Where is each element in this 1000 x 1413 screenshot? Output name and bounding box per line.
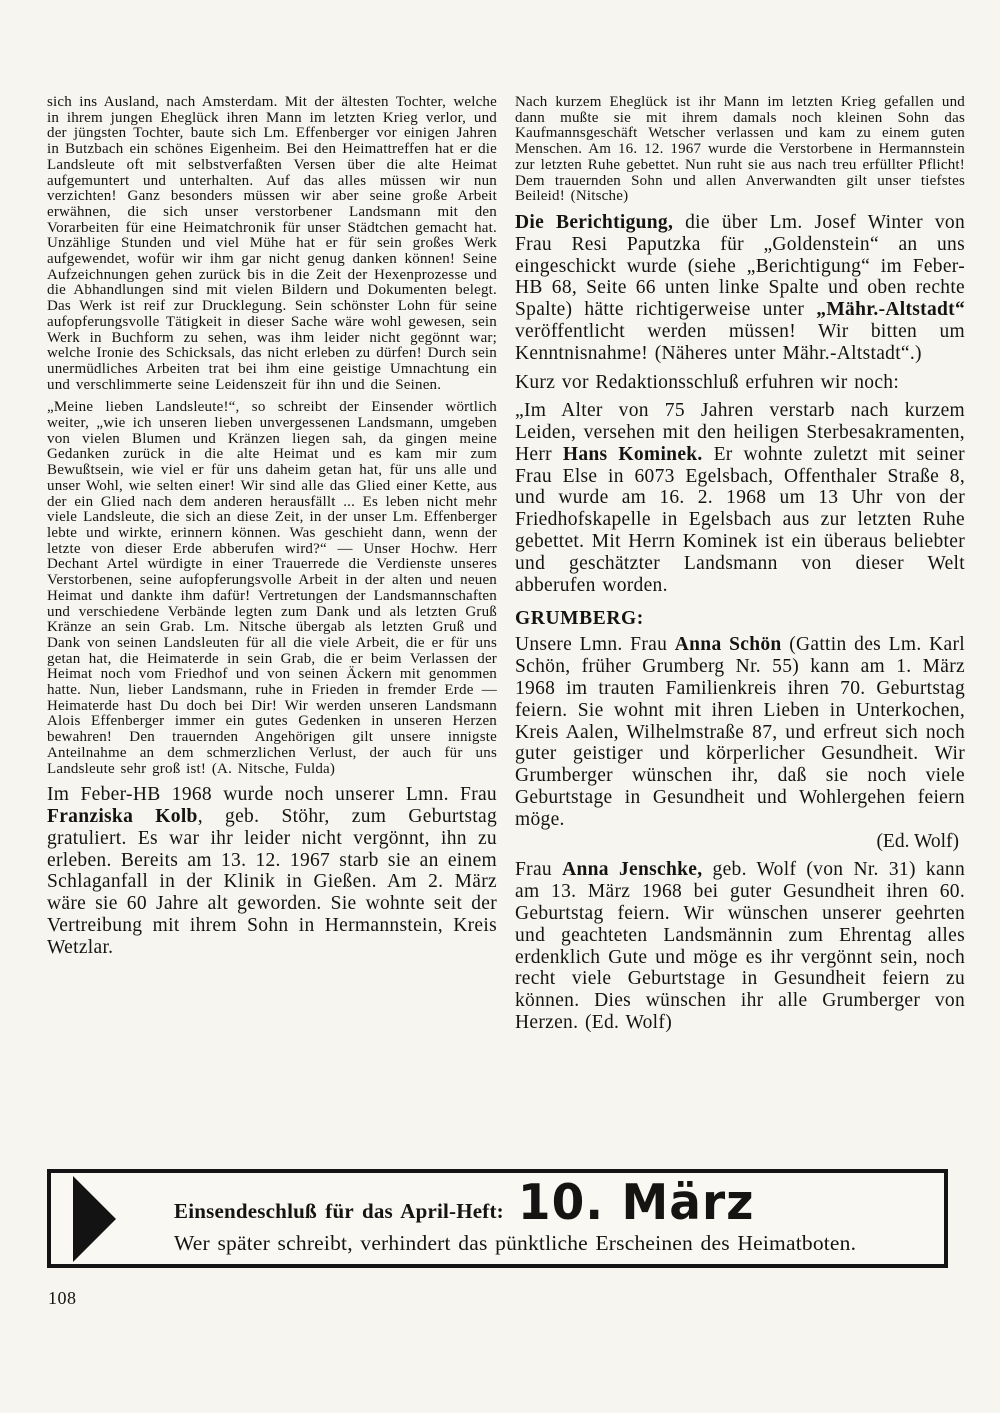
paragraph-hans-kominek: „Im Alter von 75 Jahren verstarb nach kurzem Leiden, versehen mit den heiligen Sterbesakramenten, Herr Hans Kominek. Er wohnte zuletzt mit seiner Frau Else in 6073 Egelsbach, Offenthaler Straße 8, und wurde am 16. 2. 1968 um 13 Uhr von der Friedhofskapelle in Egelsbach aus zur letzten Ruhe gebettet. Mit Herrn Kominek ist ein überaus beliebter und geschätzter Landsmann von dieser Welt abberufen worden. <box>515 400 965 596</box>
deadline-subline: Wer später schreibt, verhindert das pünktliche Erscheinen des Heimatboten. <box>174 1231 857 1255</box>
paragraph-landsleute-quote: „Meine lieben Landsleute!“, so schreibt der Einsender wörtlich weiter, „wie ich unseren lieben unvergessenen Landsmann, umgeben von vielen Blumen und Kränzen liegen sah, da gingen meine Gedanken zurück in die alte Heimat und es kam mir zum Bewußtsein, wie viel er für uns daheim getan hat, für uns alle und unser Wohl, wie selten einer! Wir sind alle das Glied einer Kette, aus der ein Glied nach dem anderen herausfällt ... Es leben nicht mehr viele Landsleute, die sich an diese Zeit, in der unser Lm. Effenberger lebte und wirkte, erinnern können. Was geschieht dann, wenn der letzte von dieser Erde abberufen wird?“ — Unser Hochw. Herr Dechant Artel würdigte in einer Trauerrede die Verdienste unseres Verstorbenen, seine aufopferungsvolle Arbeit in der alten und neuen Heimat und dankte ihm dafür! Vertretungen der Landsmannschaften und verschiedene Verbände legten zum Dank und als letzten Gruß Kränze an sein Grab. Lm. Nitsche übergab als letzten Gruß und Dank von seinen Landsleuten für all die viele Arbeit, die er für uns getan hat, die Heimaterde in sein Grab, die er beim Verlassen der Heimat noch vom Friedhof und von seinen Äckern mit genommen hatte. Nun, lieber Landsmann, ruhe in Frieden in fremder Erde — Heimaterde hast Du doch bei Dir! Wir werden unseren Landsmann Alois Effenberger immer ein gutes Gedenken in unseren Herzen bewahren! Den trauernden Angehörigen gilt unsere innigste Anteilnahme an dem schmerzlichen Verlust, der auch für uns Landsleute sehr groß ist! (A. Nitsche, Fulda) <box>47 399 497 777</box>
left-column <box>47 95 497 1034</box>
paragraph-anna-schoen: Unsere Lmn. Frau Anna Schön (Gattin des Lm. Karl Schön, früher Grumberg Nr. 55) kann am 1. März 1968 im trauten Familienkreis ihren 70. Geburtstag feiern. Sie wohnt mit ihren Lieben in Unterkochen, Kreis Aalen, Wilhelmstraße 87, und erfreut sich noch guter geistiger und körperlicher Gesundheit. Wir Grumberger wünschen ihr, daß sie noch viele Geburtstage in Gesundheit und Wohlergehen feiern möge. <box>515 634 965 830</box>
deadline-label: Einsendeschluß für das April-Heft: <box>174 1199 504 1223</box>
right-arrow-icon <box>73 1176 116 1262</box>
paragraph-anna-jenschke: Frau Anna Jenschke, geb. Wolf (von Nr. 31) kann am 13. März 1968 bei guter Gesundheit ihren 60. Geburtstag feiern. Wir wünschen unserer geehrten und geachteten Landsmännin zum Ehrentag alles erdenklich Gute und möge es ihr vergönnt sein, noch recht viele Geburtstage in Gesundheit feiern zu können. Dies wünschen ihr alle Grumberger von Herzen. (Ed. Wolf) <box>515 859 966 1034</box>
banner-line1 <box>174 1173 930 1232</box>
section-heading-grumberg: GRUMBERG: <box>515 608 644 630</box>
paragraph-obituary-effenberger: sich ins Ausland, nach Amsterdam. Mit der ältesten Tochter, welche in ihrem jungen Eheglück ihren Mann im letzten Krieg verlor, und der jüngsten Tochter, baute sich Lm. Effenberger vor einigen Jahren in Butzbach ein schönes Eigenheim. Bei den Heimattreffen hat er die Landsleute oft mit selbstverfaßten Versen über die alte Heimat aufgemuntert und unterhalten. Auf das alles müssen wir nun verzichten! Ganz besonders müssen wir aber seine große Arbeit erwähnen, die sich unser verstorbener Landsmann mit den Vorarbeiten für eine Heimatchronik für unser Städtchen gemacht hat. Unzählige Stunden und viel Mühe hat er für sein großes Werk aufgewendet, wofür wir ihm gar nicht genug danken können! Seine Aufzeichnungen gehen zurück bis in die Zeit der Hexenprozesse und die Abhandlungen sind mit vielen Bildern und Dokumenten belegt. Das Werk ist reif zur Drucklegung. Sein schönster Lohn für seine aufopferungsvolle Tätigkeit in dieser Sache wäre wohl gewesen, sein Werk in Buchform zu sehen, was ihm leider nicht gegönnt war; welche Ironie des Schicksals, das nicht erleben zu dürfen! Durch sein unermüdliches Arbeiten trat bei ihm eine geistige Umnachtung ein und verschlimmerte seine Leidenszeit für ihn und die Seinen. <box>47 94 497 393</box>
banner-text <box>174 1173 930 1256</box>
text-columns <box>47 95 965 1034</box>
deadline-banner <box>47 1169 948 1268</box>
paragraph-berichtigung: Die Berichtigung, die über Lm. Josef Winter von Frau Resi Paputzka für „Goldenstein“ an uns eingeschickt wurde (siehe „Berichtigung“ im Feber-HB 68, Seite 66 unten linke Spalte und oben rechte Spalte) hätte richtigerweise unter „Mähr.-Altstadt“ veröffentlicht werden müssen! Wir bitten um Kenntnisnahme! (Näheres unter Mähr.-Altstadt“.) <box>515 211 965 364</box>
signature-ed-wolf: (Ed. Wolf) <box>876 830 959 852</box>
paragraph-franziska-kolb: Im Feber-HB 1968 wurde noch unserer Lmn. Frau Franziska Kolb, geb. Stöhr, zum Geburtstag gratuliert. Es war ihr leider nicht vergönnt, ihn zu erleben. Bereits am 13. 12. 1967 starb sie an einem Schlaganfall in der Klinik in Gießen. Am 2. März wäre sie 60 Jahre alt geworden. Sie wohnte seit der Vertreibung mit ihrem Sohn in Hermannstein, Kreis Wetzlar. <box>47 784 497 958</box>
right-column <box>515 95 965 1034</box>
deadline-date: 10. März <box>517 1173 755 1232</box>
page-number: 108 <box>48 1288 77 1308</box>
paragraph-widow-obituary: Nach kurzem Eheglück ist ihr Mann im letzten Krieg gefallen und dann mußte sie mit ihrem damals noch kleinen Sohn das Kaufmannsgeschäft Wetscher verlassen und kam zu einem guten Menschen. Am 16. 12. 1967 wurde die Verstorbene in Hermannstein zur letzten Ruhe gebettet. Nun ruht sie aus nach treu erfüllter Pflicht! Dem trauernden Sohn und allen Anverwandten gilt unser tiefstes Beileid! (Nitsche) <box>515 94 965 205</box>
paragraph-redaktionsschluss: Kurz vor Redaktionsschluß erfuhren wir noch: <box>515 371 900 393</box>
